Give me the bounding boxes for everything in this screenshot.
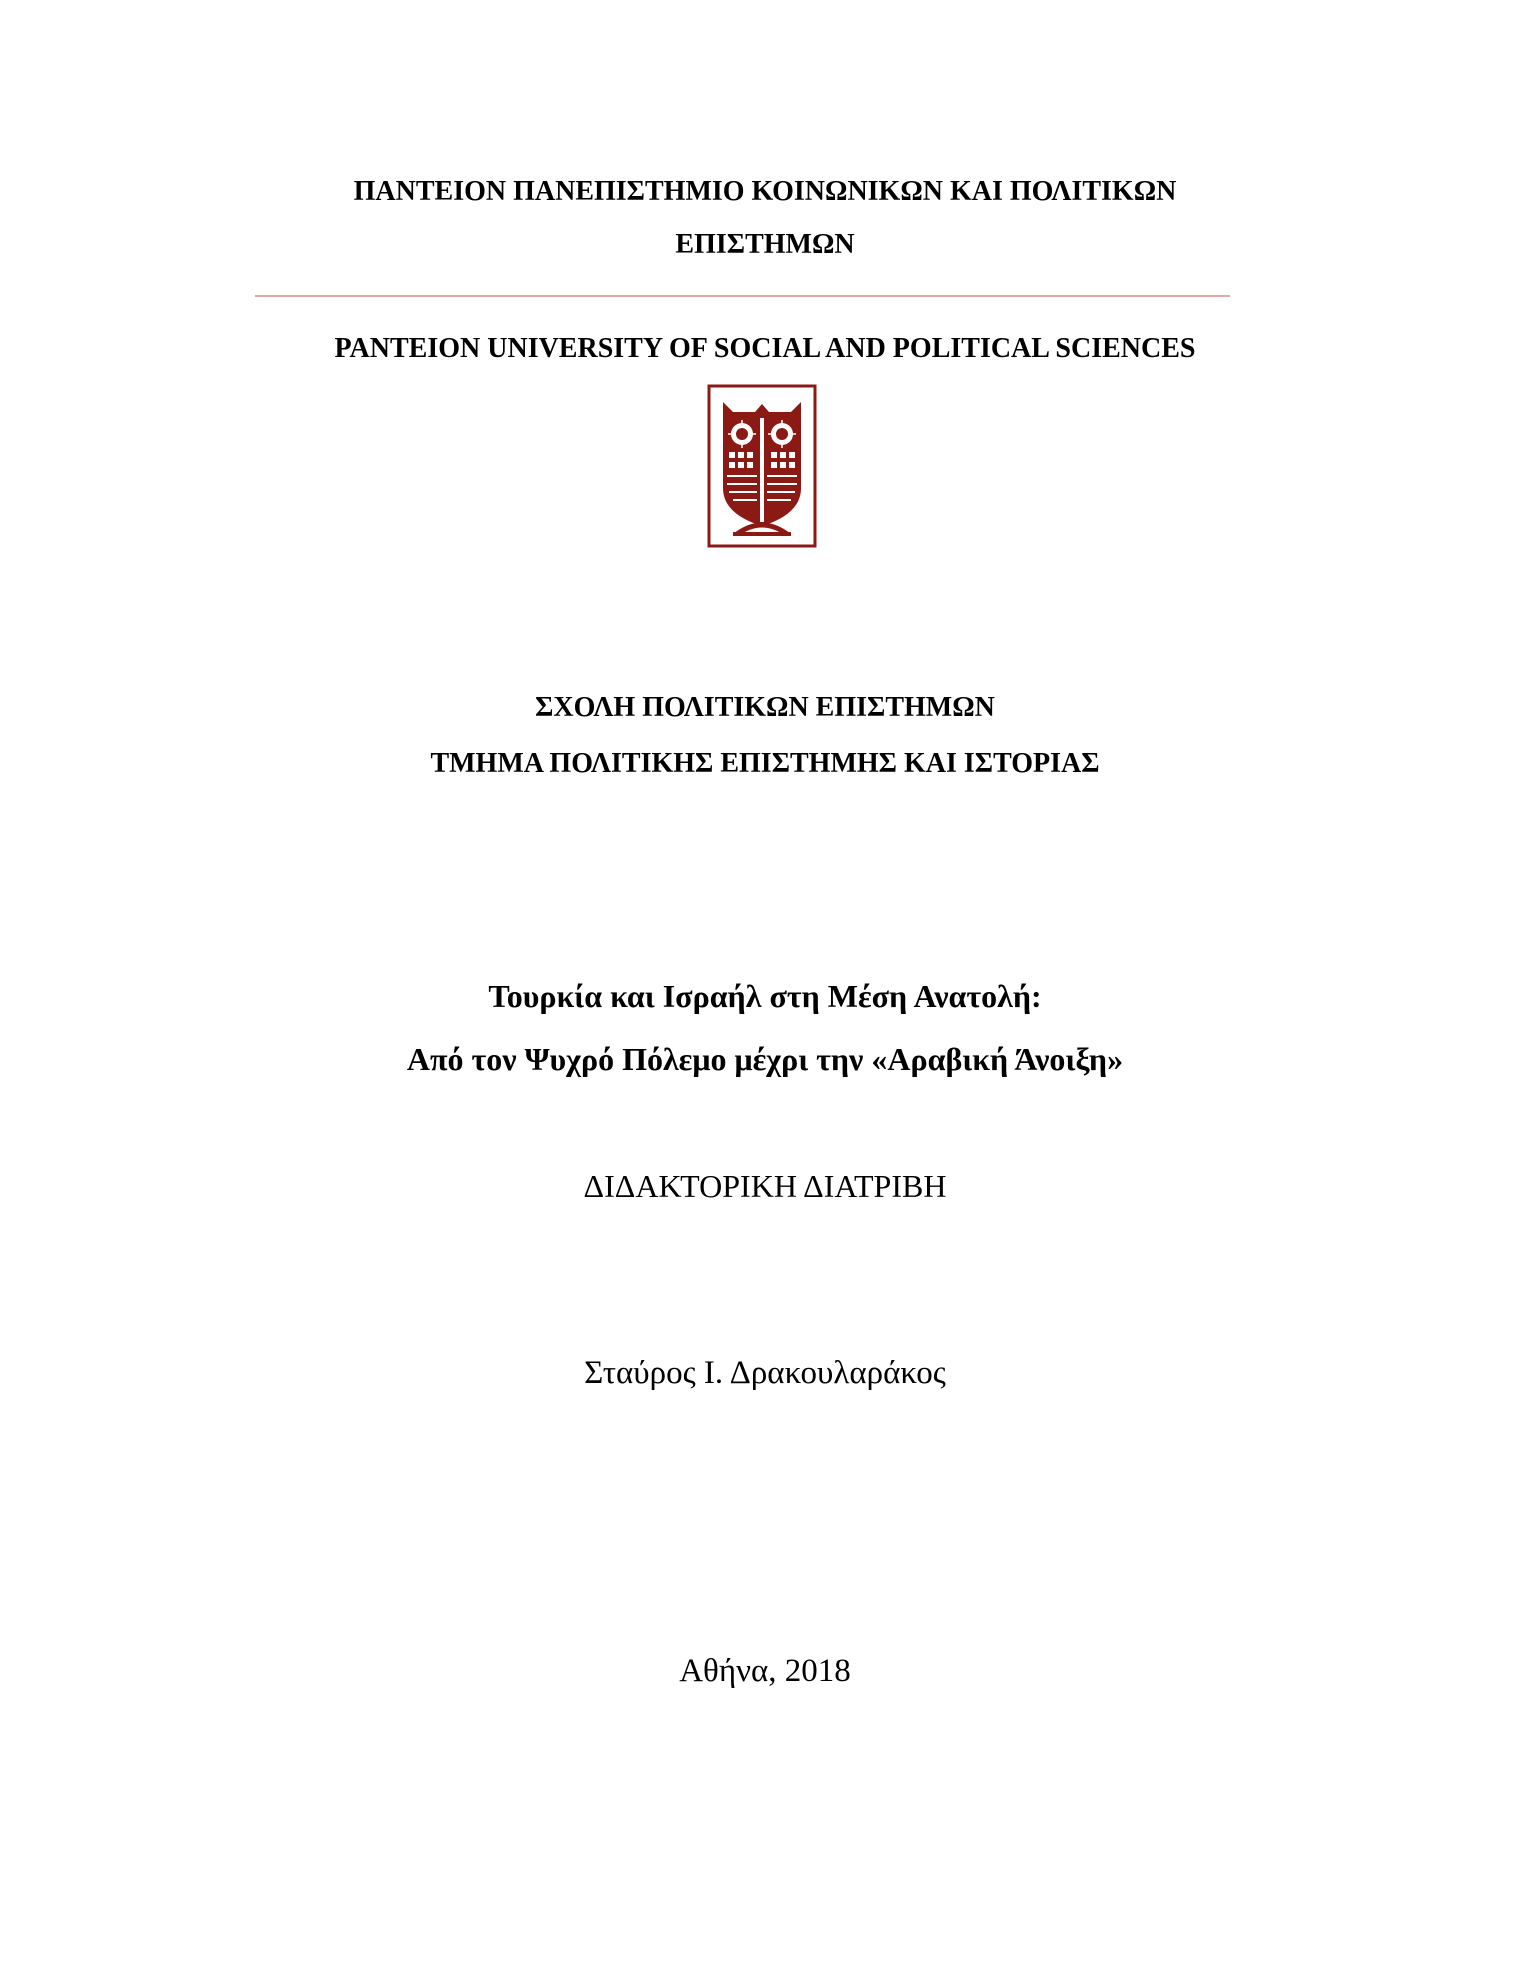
university-name-greek-line2: ΕΠΙΣΤΗΜΩΝ [675, 229, 855, 260]
university-name-greek-line1: ΠΑΝΤΕΙΟΝ ΠΑΝΕΠΙΣΤΗΜΙΟ ΚΟΙΝΩΝΙΚΩΝ ΚΑΙ ΠΟΛΙΤΙΚΩΝ [353, 176, 1177, 207]
panteion-university-emblem-icon [707, 384, 817, 548]
thesis-title-line1: Τουρκία και Ισραήλ στη Μέση Ανατολή: [488, 978, 1042, 1014]
place-and-date: Αθήνα, 2018 [679, 1653, 851, 1689]
university-name-english: PANTEION UNIVERSITY OF SOCIAL AND POLITICAL SCIENCES [334, 333, 1196, 364]
header-divider [255, 295, 1230, 297]
department-name: ΤΜΗΜΑ ΠΟΛΙΤΙΚΗΣ ΕΠΙΣΤΗΜΗΣ ΚΑΙ ΙΣΤΟΡΙΑΣ [430, 748, 1100, 779]
thesis-title-line2: Από τον Ψυχρό Πόλεμο μέχρι την «Αραβική Άνοιξη» [406, 1041, 1124, 1077]
author-name: Σταύρος Ι. Δρακουλαράκος [584, 1355, 946, 1391]
school-name: ΣΧΟΛΗ ΠΟΛΙΤΙΚΩΝ ΕΠΙΣΤΗΜΩΝ [535, 692, 995, 723]
document-type: ΔΙΔΑΚΤΟΡΙΚΗ ΔΙΑΤΡΙΒΗ [583, 1168, 947, 1204]
